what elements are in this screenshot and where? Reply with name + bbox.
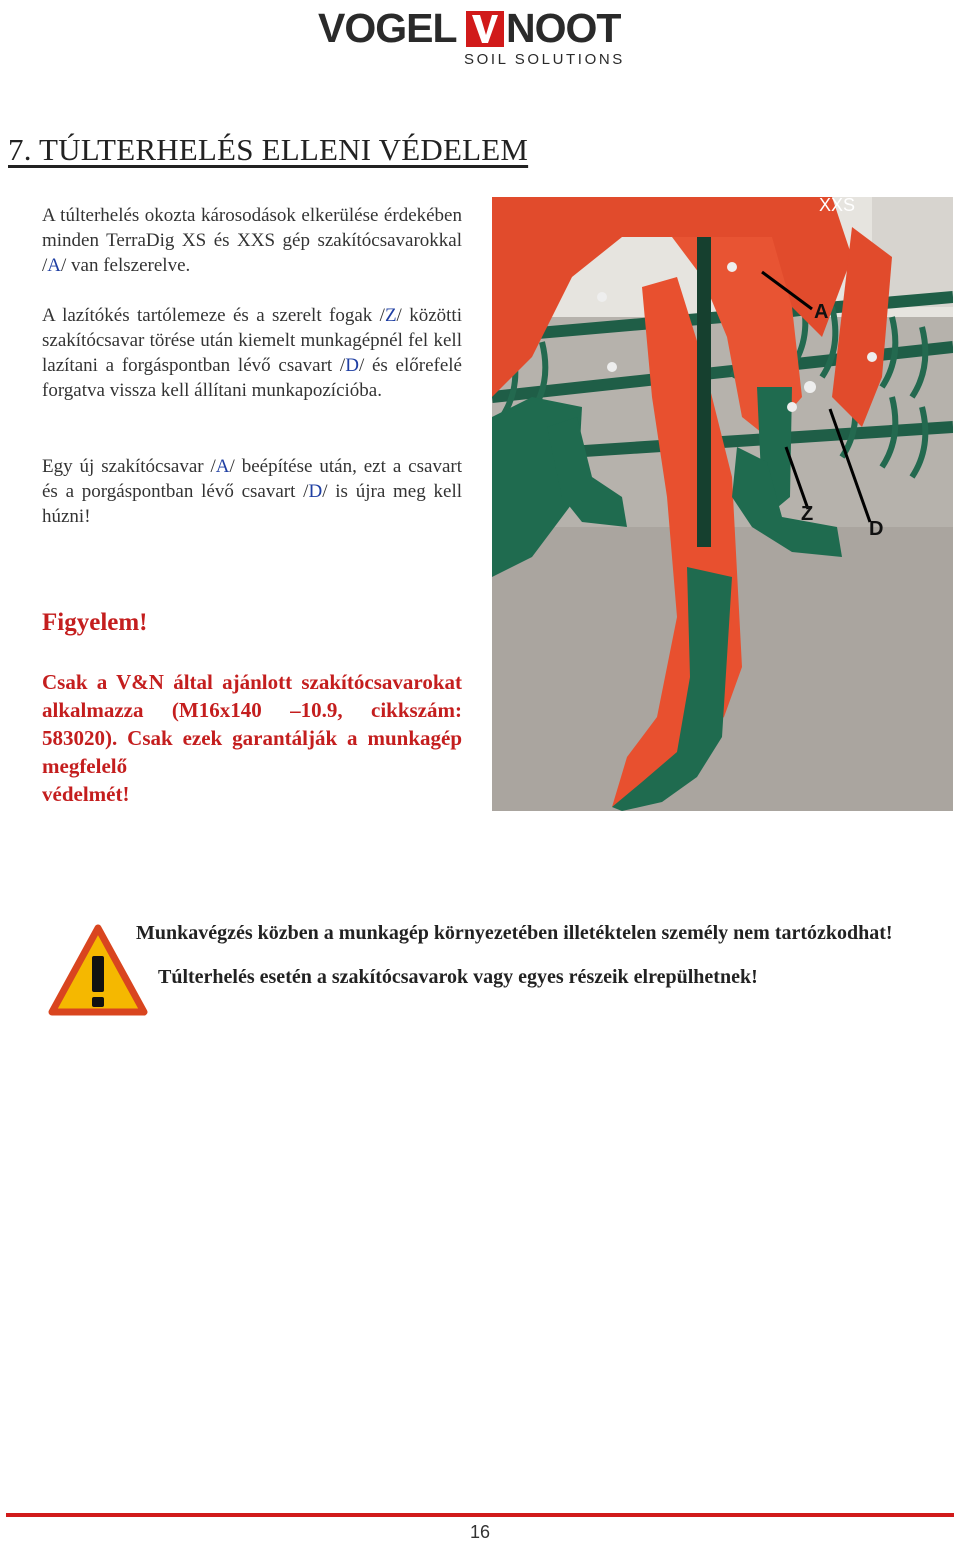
- tighten-text-b: / beépítése után, ezt a csavart és a porgáspontban lévő csavart /: [42, 456, 462, 502]
- safety-warning-2: Túlterhelés esetén a szakítócsavarok vagy egyes részeik elrepülhetnek!: [158, 966, 758, 988]
- label-a: A: [814, 301, 829, 323]
- ref-d: D: [308, 481, 323, 502]
- reset-text-a: A lazítókés tartólemeze és a szerelt fogak /: [42, 305, 385, 326]
- attention-text: [42, 668, 462, 808]
- tighten-paragraph: [42, 454, 462, 529]
- attention-title: Figyelem!: [42, 609, 148, 636]
- attention-text-main: Csak a V&N által ajánlott szakítócsavarokat alkalmazza (M16x140 –10.9, cikkszám: 583020). Csak ezek garantálják a munkagép megfelelő: [42, 670, 462, 778]
- reset-text-b: / közötti szakítócsavar törése után kiemelt munkagépnél fel kell lazítani a forgáspontban lévő csavart /: [42, 305, 462, 376]
- reset-text-c: / és előrefelé forgatva vissza kell állítani munkapozícióba.: [42, 355, 462, 401]
- attention-text-last: védelmét!: [42, 782, 130, 806]
- label-d: D: [869, 518, 884, 540]
- label-z: Z: [801, 503, 814, 525]
- frame-model-text: XXS: [819, 197, 856, 215]
- brand-name-left: VOGEL: [318, 5, 457, 51]
- machine-illustration: [492, 197, 953, 811]
- ref-z: Z: [384, 305, 397, 326]
- brand-logo: [314, 6, 646, 50]
- intro-paragraph: [42, 203, 462, 278]
- warning-triangle-icon: [48, 924, 148, 1018]
- page-number: 16: [470, 1522, 491, 1542]
- brand-mark-icon: [466, 11, 504, 47]
- ref-a: A: [215, 456, 230, 477]
- tighten-text-a: Egy új szakítócsavar /: [42, 456, 216, 477]
- intro-text-end: / van felszerelve.: [61, 255, 191, 276]
- footer-rule: [6, 1513, 954, 1517]
- safety-warning-1: Munkavégzés közben a munkagép környezetében illetéktelen személy nem tartózkodhat!: [136, 922, 893, 944]
- brand-tagline: SOIL SOLUTIONS: [464, 51, 625, 68]
- ref-a: A: [47, 255, 62, 276]
- ref-d: D: [345, 355, 359, 376]
- section-heading: 7. TÚLTERHELÉS ELLENI VÉDELEM: [8, 132, 529, 167]
- tighten-text-c: / is újra meg kell húzni!: [42, 481, 463, 527]
- logo-header: [0, 0, 960, 80]
- machine-photo: [492, 197, 953, 811]
- reset-paragraph: [42, 303, 462, 403]
- brand-name-right: NOOT: [506, 5, 621, 51]
- intro-text: A túlterhelés okozta károsodások elkerülése érdekében minden TerraDig XS és XXS gép szakítócsavarokkal /: [42, 205, 462, 276]
